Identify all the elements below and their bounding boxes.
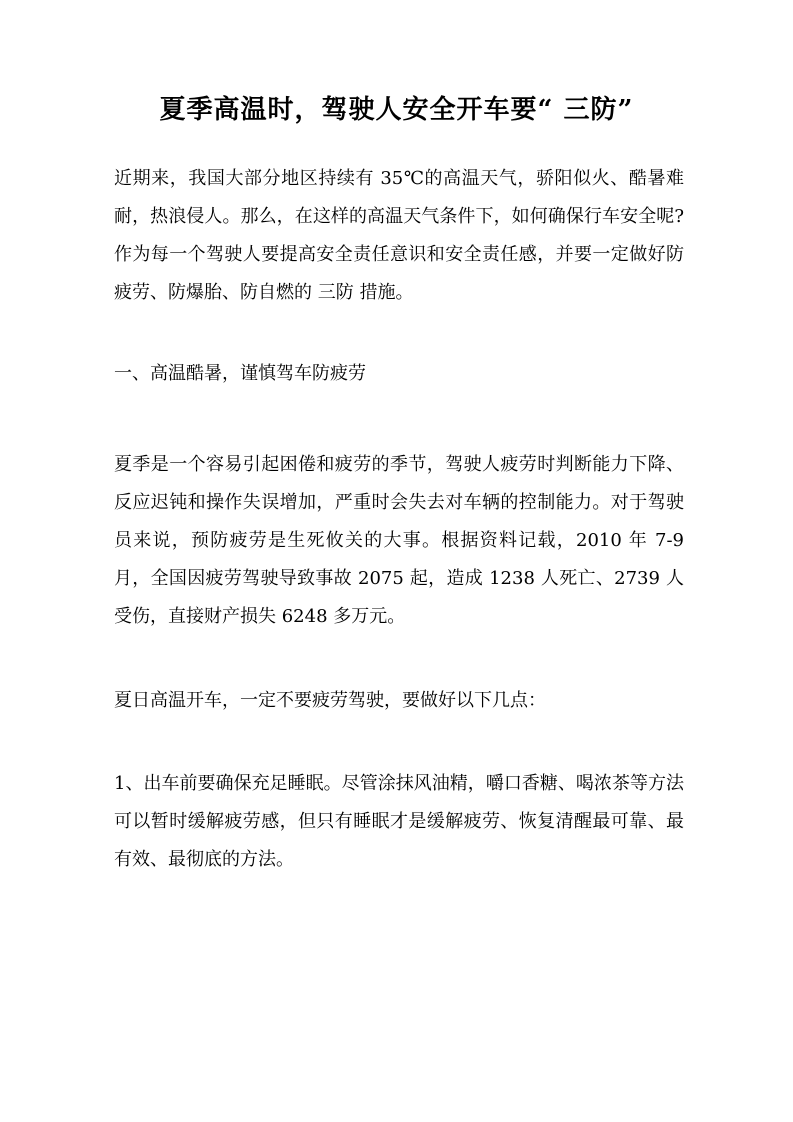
section-heading-fatigue: 一、高温酷暑，谨慎驾车防疲劳 xyxy=(114,363,366,384)
tips-lead-paragraph: 夏日高温开车，一定不要疲劳驾驶，要做好以下几点： xyxy=(114,690,546,711)
intro-paragraph: 近期来，我国大部分地区持续有 35℃的高温天气，骄阳似火、酷暑难耐，热浪侵人。那么，在这样的高温天气条件下，如何确保行车安全呢?作为每一个驾驶人要提高安全责任意识和安全责任感，并要一定做好防疲劳、防爆胎、防自燃的 三防 措施。 xyxy=(114,168,684,303)
document-title: 夏季高温时，驾驶人安全开车要“ 三防” xyxy=(159,95,634,125)
section-paragraph-fatigue: 夏季是一个容易引起困倦和疲劳的季节，驾驶人疲劳时判断能力下降、反应迟钝和操作失误增加，严重时会失去对车辆的控制能力。对于驾驶员来说，预防疲劳是生死攸关的大事。根据资料记载，2010 年 7-9 月，全国因疲劳驾驶导致事故 2075 起，造成 1238 人死亡、2739 人受伤，直接财产损失 6248 多万元。 xyxy=(114,454,684,627)
tip-item-sleep: 1、出车前要确保充足睡眠。尽管涂抹风油精，嚼口香糖、喝浓茶等方法可以暂时缓解疲劳感，但只有睡眠才是缓解疲劳、恢复清醒最可靠、最有效、最彻底的方法。 xyxy=(114,773,684,870)
